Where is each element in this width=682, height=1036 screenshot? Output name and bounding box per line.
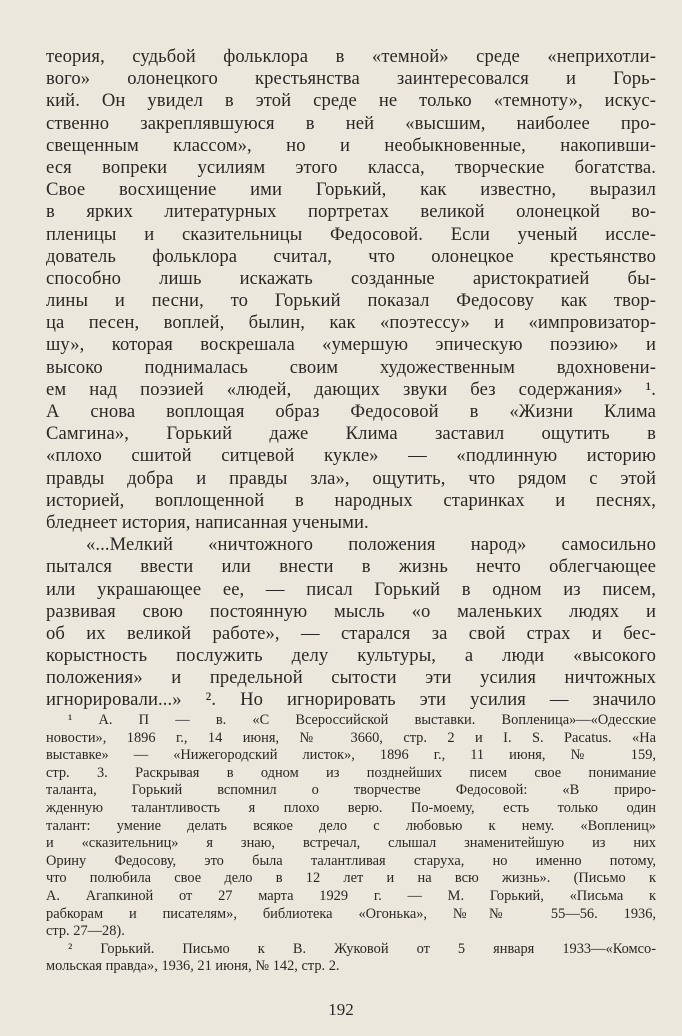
text-line: способно лишь искажать созданные аристократией бы- [46,267,656,289]
text-line: ца песен, воплей, былин, как «поэтессу» и «импровизатор- [46,312,656,334]
text-line: дователь фольклора считал, что олонецкое крестьянство [46,245,656,267]
text-line: вого» олонецкого крестьянства заинтересовался и Горь- [46,68,656,90]
text-line: «плохо сшитой ситцевой кукле» — «подлинную историю [46,445,656,467]
footnote-line: стр. 27—28). [46,923,125,940]
text-line: А снова воплощая образ Федосовой в «Жизни Клима [46,401,656,422]
text-line: высоко поднималась своим художественным вдохновени- [46,356,656,378]
paragraph-2 [46,534,656,712]
footnotes [46,712,656,976]
text-line: кий. Он увидел в этой среде не только «темноту», искус- [46,90,656,112]
text-line: ем над поэзией «людей, дающих звуки без содержания» ¹. [46,378,656,400]
text-line: правды добра и правды зла», ощутить, что рядом с этой [46,467,656,489]
text-line: Свое восхищение ими Горький, как известно, выразил [46,179,656,201]
text-line: пленицы и сказительницы Федосовой. Если ученый иссле- [46,223,656,245]
text-line: Самгина», Горький даже Клима заставил ощутить в [46,423,656,445]
footnote-line: таланта, Горький вспомнил о творчестве Федосовой: «В приро- [46,782,656,799]
text-line: об их великой работе», — старался за свой страх и бес- [46,622,656,644]
text-line: или украшающее ее, — писал Горький в одном из писем, [46,578,656,600]
page-number: 192 [328,1000,354,1019]
text-line: историей, воплощенной в народных старинках и песнях, [46,489,656,511]
footnote-line: А. Агапкиной от 27 марта 1929 г. — М. Горький, «Письма к [46,887,656,904]
text-line: в ярких литературных портретах великой олонецкой во- [46,201,656,223]
footnote-line: стр. 3. Раскрывая в одном из позднейших писем свое понимание [46,764,656,781]
text-line: бледнеет история, написанная учеными. [46,511,369,533]
footnote-line: ¹ А. П — в. «С Всероссийской выставки. Вопленица»—«Одесские [68,712,656,728]
text-line: «...Мелкий «ничтожного положения народ» самосильно [86,534,656,556]
footnote-line: талант: умение делать всякое дело с любовью к нему. «Воплениц» [46,817,656,834]
footnote-line: рабкорам и писателям», библиотека «Огонька», №№ 55—56. 1936, [46,905,656,922]
text-line: ственно закреплявшуюся в ней «высшим, наиболее про- [46,112,656,134]
footnote-1 [46,712,656,941]
text-line: шу», которая воскрешала «умершую эпическую поэзию» и [46,334,656,356]
text-line: пытался ввести или внести в жизнь нечто облегчающее [46,556,656,578]
footnote-line: ² Горький. Письмо к В. Жуковой от 5 января 1933—«Комсо- [68,940,656,957]
text-line: свещенным классом», но и необыкновенные, накопивши- [46,134,656,156]
text-line: теория, судьбой фольклора в «темной» среде «неприхотли- [46,46,656,67]
text-line: игнорировали...» ². Но игнорировать эти усилия — значило [46,689,656,711]
text-line: еся вопреки усилиям этого класса, творческие богатства. [46,156,656,178]
paragraph-1 [46,46,656,534]
text-line: корыстность послужить делу культуры, а люди «высокого [46,645,656,667]
footnote-line: новости», 1896 г., 14 июня, № 3660, стр. 2 и I. S. Pacatus. «На [46,729,656,746]
text-line: лины и песни, то Горький показал Федосову как твор- [46,290,656,312]
main-text [46,46,656,712]
footnote-line: выставке» — «Нижегородский листок», 1896 г., 11 июня, № 159, [46,747,656,764]
footnote-line: мольская правда», 1936, 21 июня, № 142, стр. 2. [46,958,340,975]
footnote-2 [46,941,656,976]
footnote-line: Орину Федосову, это была талантливая старуха, но именно потому, [46,852,656,869]
text-line: положения» и предельной сытости эти усилия ничтожных [46,667,656,689]
text-line: развивая свою постоянную мысль «о маленьких людях и [46,600,656,622]
footnote-line: что полюбила свое дело в 12 лет и на всю жизнь». (Письмо к [46,870,656,887]
footnote-line: и «сказительниц» я знаю, встречал, слышал знаменитейшую из них [46,835,656,852]
footnote-line: жденную талантливость я плохо верю. По-моему, есть только один [46,799,656,816]
